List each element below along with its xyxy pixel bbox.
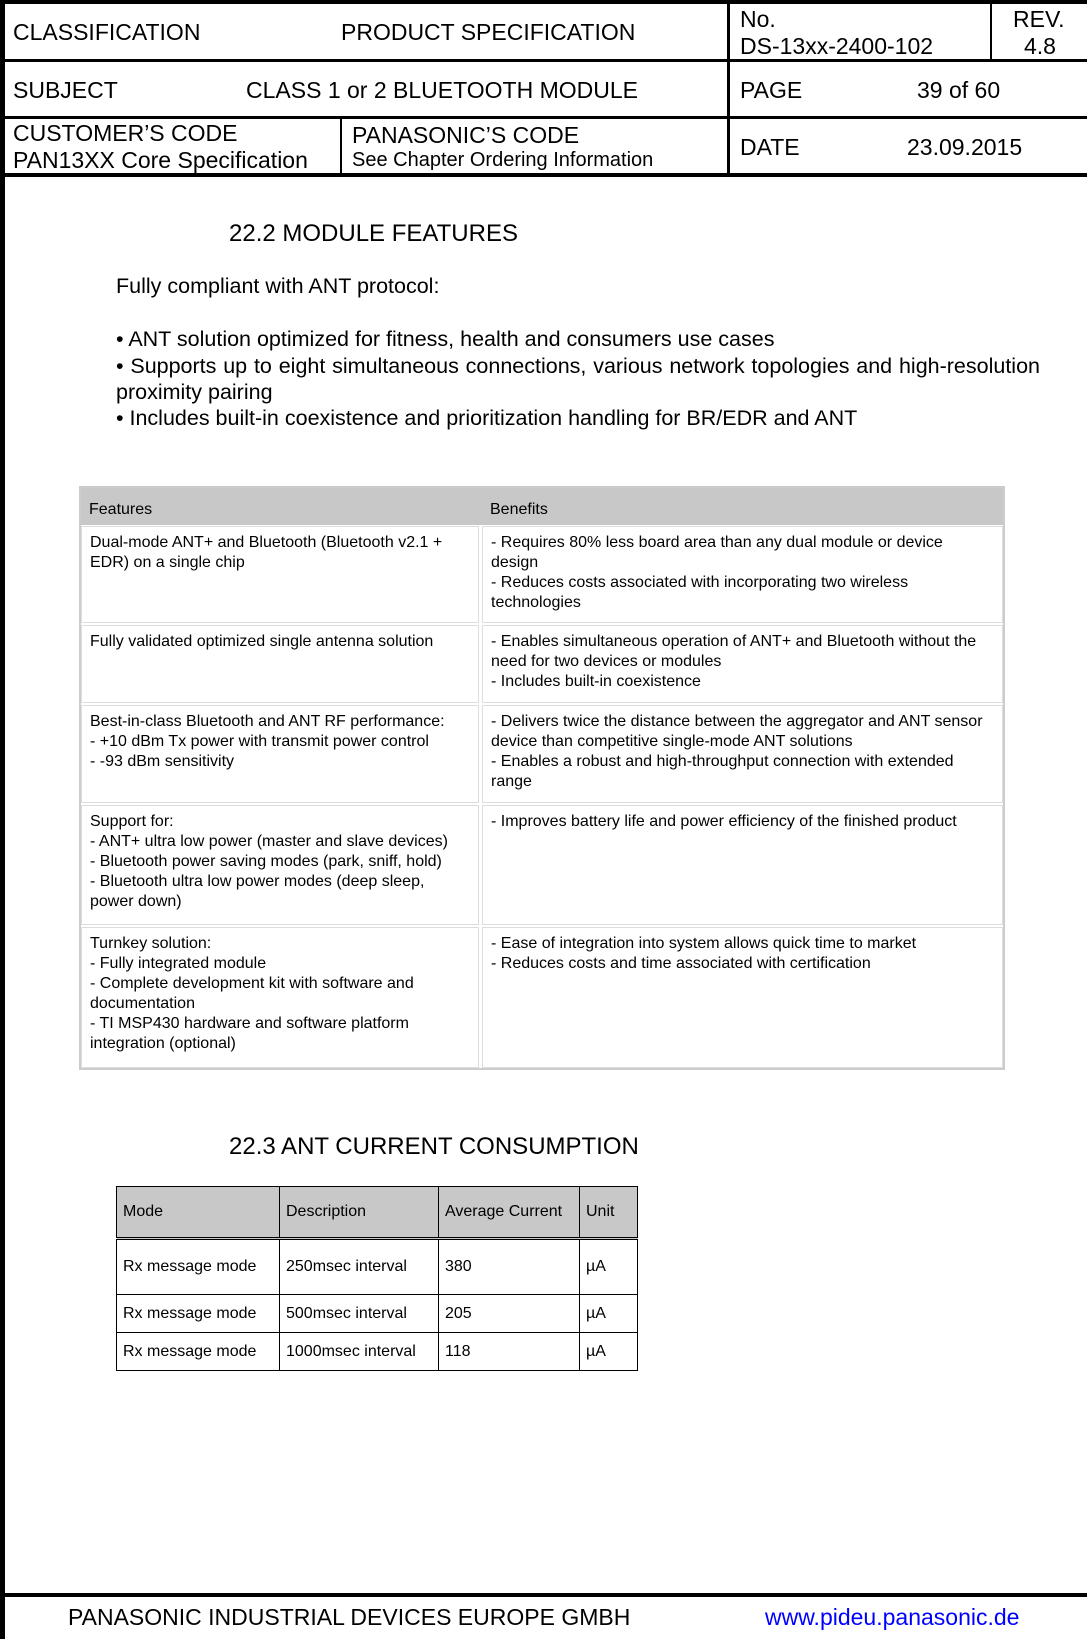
page-label: PAGE (740, 77, 803, 103)
footer-divider (0, 1593, 1087, 1597)
mode-cell: Rx message mode (117, 1239, 280, 1295)
column-header: Mode (117, 1187, 280, 1239)
divider (727, 0, 730, 175)
customer-code-value: PAN13XX Core Specification (13, 147, 308, 173)
divider (0, 116, 1087, 119)
unit-cell: µA (580, 1295, 638, 1333)
table-header-row (117, 1187, 638, 1239)
description-cell: 250msec interval (280, 1239, 439, 1295)
feature-line: - -93 dBm sensitivity (90, 753, 235, 770)
benefit-line: - Includes built-in coexistence (491, 673, 701, 690)
feature-line: - Bluetooth ultra low power modes (deep sleep, power down) (90, 873, 425, 910)
description-cell: 1000msec interval (280, 1333, 439, 1371)
column-header: Average Current (439, 1187, 580, 1239)
border (0, 0, 5, 1639)
benefit-line: - Ease of integration into system allows quick time to market (491, 935, 917, 952)
table-row (117, 1239, 638, 1295)
date-value: 23.09.2015 (907, 134, 1023, 160)
feature-line: - ANT+ ultra low power (master and slave devices) (90, 833, 448, 850)
subject-value: CLASS 1 or 2 BLUETOOTH MODULE (246, 77, 638, 103)
rev-value: 4.8 (1024, 33, 1056, 59)
classification-value: PRODUCT SPECIFICATION (341, 19, 636, 45)
doc-number-value: DS-13xx-2400-102 (740, 33, 934, 59)
feature-line: Support for: (90, 813, 174, 830)
benefit-line: - Requires 80% less board area than any dual module or device design (491, 534, 943, 571)
benefit-line: - Delivers twice the distance between the aggregator and ANT sensor device than competitive single-mode ANT solutions (491, 713, 983, 750)
panasonic-code-label: PANASONIC’S CODE (352, 122, 580, 148)
current-table (116, 1186, 638, 1371)
feature-cell (81, 625, 479, 703)
classification-label: CLASSIFICATION (13, 19, 201, 45)
feature-line: Dual-mode ANT+ and Bluetooth (Bluetooth v2.1 + EDR) on a single chip (90, 534, 443, 571)
feature-line: - Fully integrated module (90, 955, 267, 972)
column-header-benefits: Benefits (490, 501, 548, 518)
current-cell: 380 (439, 1239, 580, 1295)
page-value: 39 of 60 (917, 77, 1001, 103)
benefit-line: - Enables a robust and high-throughput connection with extended range (491, 753, 954, 790)
benefit-line: - Enables simultaneous operation of ANT+ and Bluetooth without the need for two devices or modules (491, 633, 977, 670)
description-cell: 500msec interval (280, 1295, 439, 1333)
benefit-cell (482, 805, 1003, 925)
unit-cell: µA (580, 1239, 638, 1295)
mode-cell: Rx message mode (117, 1333, 280, 1371)
intro-text: Fully compliant with ANT protocol: (116, 274, 440, 298)
feature-cell (81, 705, 479, 803)
panasonic-code-value: See Chapter Ordering Information (352, 149, 654, 171)
feature-line: - Bluetooth power saving modes (park, sniff, hold) (90, 853, 442, 870)
bullet-item: • ANT solution optimized for fitness, health and consumers use cases (116, 327, 775, 351)
benefit-line: - Improves battery life and power efficiency of the finished product (491, 813, 957, 830)
table-row (117, 1333, 638, 1371)
feature-line: - +10 dBm Tx power with transmit power control (90, 733, 429, 750)
section-heading: 22.2 MODULE FEATURES (229, 220, 518, 247)
feature-line: - Complete development kit with software and documentation (90, 975, 414, 1012)
benefit-cell (482, 927, 1003, 1068)
benefit-line: - Reduces costs associated with incorporating two wireless technologies (491, 574, 909, 611)
feature-line: - TI MSP430 hardware and software platform integration (optional) (90, 1015, 409, 1052)
benefit-cell (482, 625, 1003, 703)
border (0, 0, 1087, 4)
date-label: DATE (740, 134, 800, 160)
feature-line: Best-in-class Bluetooth and ANT RF performance: (90, 713, 445, 730)
subject-label: SUBJECT (13, 77, 118, 103)
benefit-line: - Reduces costs and time associated with certification (491, 955, 871, 972)
current-cell: 205 (439, 1295, 580, 1333)
customer-code-label: CUSTOMER’S CODE (13, 120, 238, 146)
mode-cell: Rx message mode (117, 1295, 280, 1333)
divider (990, 0, 992, 60)
doc-number-label: No. (740, 6, 776, 32)
current-cell: 118 (439, 1333, 580, 1371)
unit-cell: µA (580, 1333, 638, 1371)
feature-cell (81, 927, 479, 1068)
bullet-item: • Supports up to eight simultaneous connections, various network topologies and high-resolution proximity pairing (116, 354, 1040, 404)
table-row (117, 1295, 638, 1333)
column-header: Description (280, 1187, 439, 1239)
rev-label: REV. (1013, 6, 1065, 32)
feature-line: Turnkey solution: (90, 935, 212, 952)
column-header-features: Features (89, 501, 153, 518)
footer-website-link[interactable]: www.pideu.panasonic.de (765, 1604, 1020, 1630)
feature-line: Fully validated optimized single antenna solution (90, 633, 434, 650)
bullet-item: • Includes built-in coexistence and prioritization handling for BR/EDR and ANT (116, 406, 858, 430)
section-heading: 22.3 ANT CURRENT CONSUMPTION (229, 1133, 639, 1160)
benefit-cell (482, 705, 1003, 803)
feature-cell (81, 526, 479, 623)
benefit-cell (482, 526, 1003, 623)
divider (340, 117, 342, 175)
feature-cell (81, 805, 479, 925)
footer-company: PANASONIC INDUSTRIAL DEVICES EUROPE GMBH (68, 1604, 631, 1630)
column-header: Unit (580, 1187, 638, 1239)
